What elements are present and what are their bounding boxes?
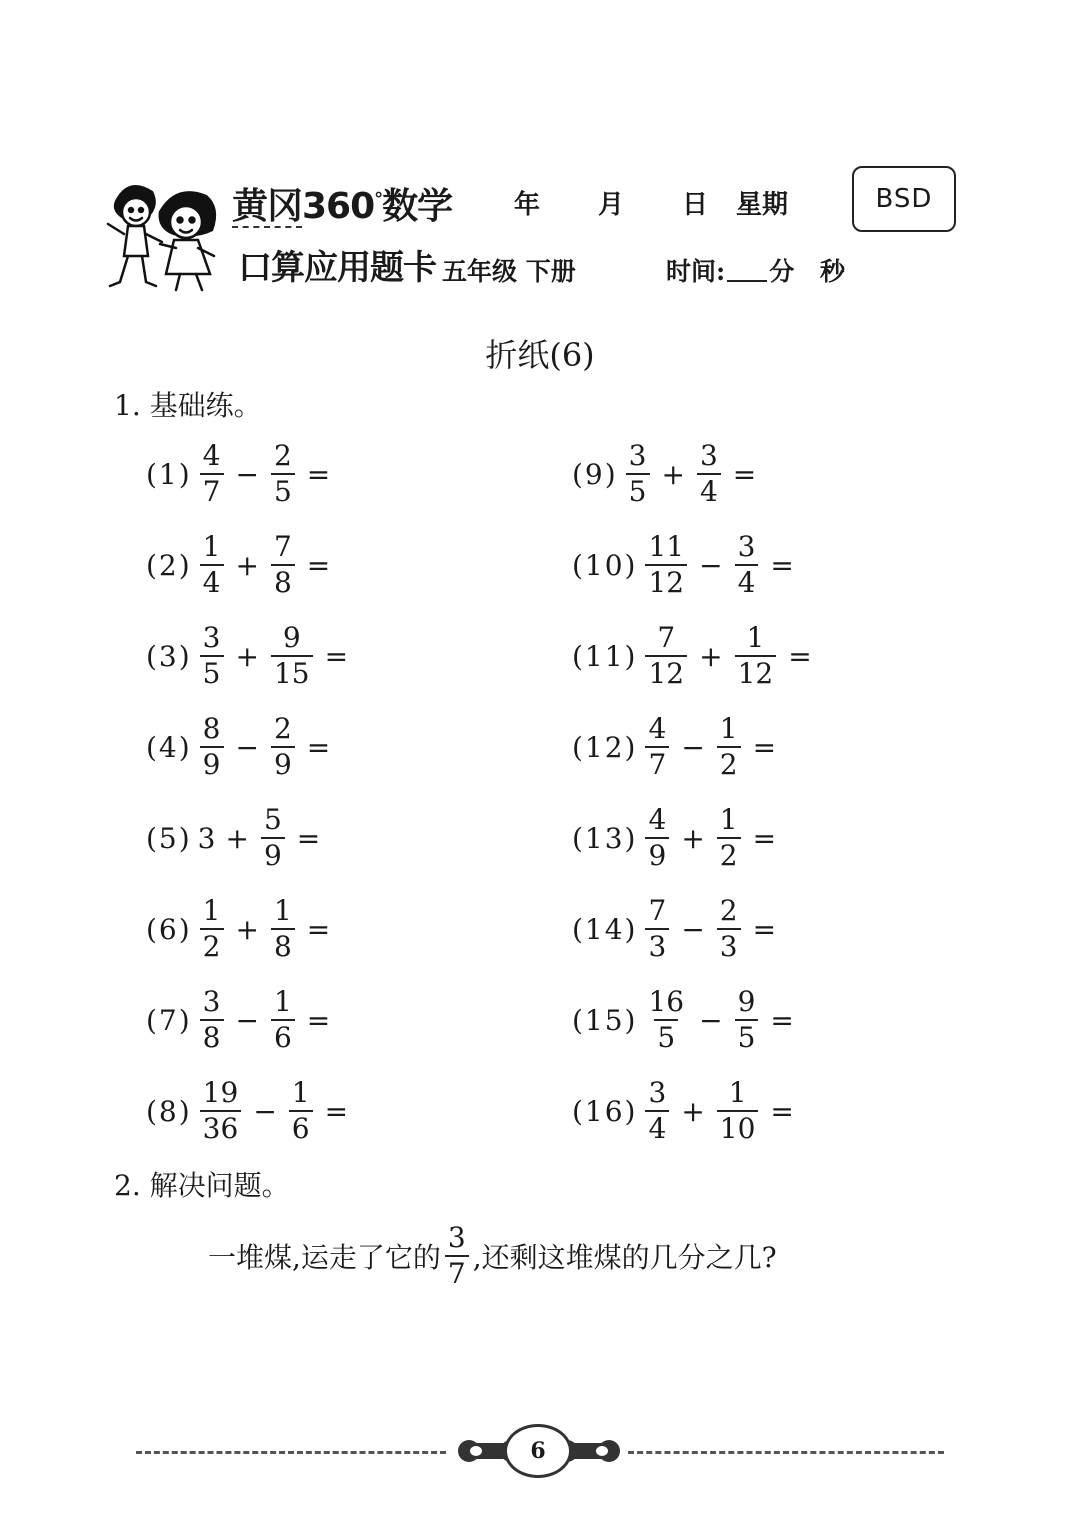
fraction — [271, 894, 295, 963]
problems-left-column — [146, 434, 436, 1162]
fraction — [717, 894, 741, 963]
fraction — [735, 621, 777, 690]
page-title: 折纸(6) — [485, 336, 595, 374]
fraction-numerator: 7 — [657, 621, 676, 654]
problem-number: (4) — [146, 730, 192, 764]
problem-number: (6) — [146, 912, 192, 946]
problem-item — [146, 798, 436, 878]
fraction-denominator: 7 — [200, 473, 224, 506]
problem-item — [572, 889, 900, 969]
fraction-denominator: 7 — [645, 746, 669, 779]
answer-space[interactable] — [328, 818, 408, 858]
answer-space[interactable] — [338, 727, 418, 767]
fraction — [271, 712, 295, 781]
fraction-numerator: 7 — [273, 530, 292, 563]
fraction-denominator: 5 — [626, 473, 650, 506]
fraction-denominator: 5 — [271, 473, 295, 506]
operator: + — [235, 639, 259, 673]
fraction-numerator: 3 — [447, 1221, 466, 1254]
fraction-denominator: 8 — [200, 1019, 224, 1052]
operator: − — [681, 730, 705, 764]
fraction-numerator: 2 — [273, 712, 292, 745]
fraction-numerator: 3 — [202, 985, 221, 1018]
fraction — [717, 1076, 759, 1145]
fraction-denominator: 9 — [645, 837, 669, 870]
fraction-numerator: 1 — [746, 621, 765, 654]
problem-item — [572, 1071, 900, 1151]
problem-number: (13) — [572, 821, 638, 855]
fraction-numerator: 3 — [628, 439, 647, 472]
problem-number: (3) — [146, 639, 192, 673]
fraction-denominator: 2 — [200, 928, 224, 961]
fraction-numerator: 11 — [648, 530, 685, 563]
problem-item — [146, 525, 436, 605]
question-text-before: 一堆煤,运走了它的 — [208, 1241, 441, 1274]
problem-item — [146, 1071, 436, 1151]
fraction-numerator: 2 — [719, 894, 738, 927]
question-fraction — [445, 1221, 469, 1290]
fraction-denominator: 6 — [289, 1110, 313, 1143]
brand-subtitle: 口算应用题卡 — [238, 248, 436, 288]
fraction-numerator: 9 — [737, 985, 756, 1018]
fraction-numerator: 8 — [202, 712, 221, 745]
operator: + — [681, 1094, 705, 1128]
answer-space[interactable] — [356, 1091, 436, 1131]
section-problem-solving: 2. 解决问题。 — [114, 1169, 290, 1202]
fraction-numerator: 3 — [202, 621, 221, 654]
problem-number: (9) — [572, 457, 618, 491]
fraction — [645, 803, 669, 872]
problem-number: (8) — [146, 1094, 192, 1128]
fraction-denominator: 4 — [697, 473, 721, 506]
problem-item — [572, 980, 900, 1060]
problem-number: (5) — [146, 821, 192, 855]
fraction-numerator: 1 — [719, 803, 738, 836]
equals-sign: = — [752, 821, 777, 855]
fraction — [717, 803, 741, 872]
operator: − — [681, 912, 705, 946]
problem-item — [572, 434, 900, 514]
fraction-denominator: 12 — [645, 564, 687, 597]
question-text-after: ,还剩这堆煤的几分之几? — [472, 1241, 777, 1274]
fraction — [735, 530, 759, 599]
fraction-denominator: 6 — [271, 1019, 295, 1052]
answer-space[interactable] — [784, 909, 864, 949]
operator: + — [235, 912, 259, 946]
problem-item — [572, 707, 900, 787]
answer-space[interactable] — [338, 454, 418, 494]
fraction-denominator: 2 — [717, 837, 741, 870]
fraction-denominator: 15 — [271, 655, 313, 688]
answer-space[interactable] — [356, 636, 436, 676]
equals-sign: = — [296, 821, 321, 855]
fraction-numerator: 2 — [273, 439, 292, 472]
edition-badge: BSD — [852, 166, 956, 232]
answer-space[interactable] — [802, 545, 882, 585]
problem-number: (14) — [572, 912, 638, 946]
fraction-numerator: 7 — [648, 894, 667, 927]
fraction-numerator: 1 — [291, 1076, 310, 1109]
equals-sign: = — [732, 457, 757, 491]
cartoon-kids-icon — [100, 178, 230, 298]
fraction-denominator: 12 — [645, 655, 687, 688]
time-label: 时间: — [666, 257, 726, 286]
fraction — [735, 985, 759, 1054]
equals-sign: = — [770, 1003, 794, 1037]
problem-number: (1) — [146, 457, 192, 491]
problem-number: (12) — [572, 730, 638, 764]
operator: − — [699, 548, 723, 582]
answer-space[interactable] — [802, 1091, 882, 1131]
fraction-denominator: 10 — [717, 1110, 759, 1143]
fraction — [645, 530, 687, 599]
fraction-denominator: 8 — [271, 928, 295, 961]
problem-number: (7) — [146, 1003, 192, 1037]
equals-sign: = — [752, 912, 777, 946]
fraction-numerator: 1 — [273, 894, 292, 927]
fraction-denominator: 5 — [654, 1019, 678, 1052]
fraction-denominator: 5 — [735, 1019, 759, 1052]
fraction — [645, 1076, 669, 1145]
fraction-denominator: 12 — [735, 655, 777, 688]
footer-divider-left — [136, 1451, 446, 1454]
fraction — [200, 894, 224, 963]
fraction — [271, 621, 313, 690]
answer-space[interactable] — [338, 545, 418, 585]
equals-sign: = — [752, 730, 777, 764]
equals-sign: = — [324, 1094, 349, 1128]
fraction-numerator: 1 — [719, 712, 738, 745]
operator: + — [681, 821, 705, 855]
fraction — [200, 712, 224, 781]
problems-right-column — [572, 434, 900, 1162]
answer-space[interactable] — [338, 909, 418, 949]
day-label: 日 — [682, 190, 709, 220]
fraction-denominator: 9 — [261, 837, 285, 870]
fraction — [271, 985, 295, 1054]
fraction-numerator: 4 — [648, 803, 667, 836]
year-label: 年 — [514, 190, 541, 220]
month-label: 月 — [598, 190, 625, 220]
fraction — [645, 894, 669, 963]
operator: + — [225, 821, 249, 855]
fraction — [200, 530, 224, 599]
fraction — [697, 439, 721, 508]
fraction — [261, 803, 285, 872]
fraction-numerator: 9 — [282, 621, 301, 654]
operator: − — [253, 1094, 277, 1128]
operator: + — [235, 548, 259, 582]
fraction-denominator: 8 — [271, 564, 295, 597]
answer-space[interactable] — [802, 1000, 882, 1040]
equals-sign: = — [770, 548, 794, 582]
second-label: 秒 — [820, 257, 846, 286]
fraction-denominator: 9 — [200, 746, 224, 779]
fraction-denominator: 36 — [200, 1110, 242, 1143]
fraction-denominator: 7 — [445, 1255, 469, 1288]
fraction-denominator: 5 — [200, 655, 224, 688]
fraction-denominator: 2 — [717, 746, 741, 779]
time-field — [666, 252, 794, 288]
fraction-numerator: 3 — [699, 439, 718, 472]
problem-number: (11) — [572, 639, 638, 673]
fraction-numerator: 3 — [737, 530, 756, 563]
fraction-numerator: 16 — [648, 985, 685, 1018]
fraction-numerator: 1 — [202, 530, 221, 563]
section-basic-practice: 1. 基础练。 — [114, 389, 262, 422]
equals-sign: = — [306, 457, 331, 491]
fraction — [271, 439, 295, 508]
fraction-numerator: 5 — [263, 803, 282, 836]
footer-divider-right — [628, 1451, 944, 1454]
fraction — [645, 621, 687, 690]
fraction — [645, 985, 687, 1054]
problem-number: (16) — [572, 1094, 638, 1128]
fraction — [645, 712, 669, 781]
fraction-numerator: 4 — [648, 712, 667, 745]
fraction-denominator: 3 — [645, 928, 669, 961]
operator: + — [661, 457, 685, 491]
equals-sign: = — [306, 548, 331, 582]
equals-sign: = — [306, 730, 331, 764]
fraction — [200, 1076, 242, 1145]
minute-label: 分 — [769, 257, 795, 286]
problem-item — [572, 525, 900, 605]
brand-title: 黄冈360°数学 — [232, 186, 453, 227]
problem-number: (2) — [146, 548, 192, 582]
fraction-denominator: 9 — [271, 746, 295, 779]
problem-number: (15) — [572, 1003, 638, 1037]
problem-item — [146, 889, 436, 969]
operator: − — [235, 457, 259, 491]
problem-item — [146, 707, 436, 787]
answer-space[interactable] — [764, 454, 844, 494]
fraction — [626, 439, 650, 508]
fraction — [717, 712, 741, 781]
fraction-numerator: 1 — [273, 985, 292, 1018]
equals-sign: = — [306, 1003, 331, 1037]
fraction — [289, 1076, 313, 1145]
operator: − — [235, 1003, 259, 1037]
page-number: 6 — [504, 1424, 572, 1478]
problem-item — [572, 798, 900, 878]
answer-space[interactable] — [338, 1000, 418, 1040]
fraction — [200, 985, 224, 1054]
problem-item — [146, 616, 436, 696]
brand-divider — [232, 226, 302, 228]
problem-item — [146, 980, 436, 1060]
answer-space[interactable] — [784, 818, 864, 858]
operator: − — [235, 730, 259, 764]
word-problem — [208, 1221, 777, 1290]
equals-sign: = — [770, 1094, 794, 1128]
fraction-numerator: 3 — [648, 1076, 667, 1109]
problem-item — [146, 434, 436, 514]
equals-sign: = — [324, 639, 349, 673]
operator: + — [699, 639, 723, 673]
equals-sign: = — [788, 639, 812, 673]
minute-blank[interactable] — [727, 280, 767, 282]
fraction-denominator: 4 — [200, 564, 224, 597]
fraction-denominator: 4 — [645, 1110, 669, 1143]
fraction-numerator: 19 — [202, 1076, 239, 1109]
fraction-numerator: 1 — [728, 1076, 747, 1109]
weekday-label: 星期 — [736, 190, 789, 220]
grade-label: 五年级 下册 — [442, 257, 576, 286]
operator: − — [699, 1003, 723, 1037]
fraction — [200, 621, 224, 690]
fraction — [271, 530, 295, 599]
answer-space[interactable] — [784, 727, 864, 767]
fraction-denominator: 3 — [717, 928, 741, 961]
problem-item — [572, 616, 900, 696]
fraction-denominator: 4 — [735, 564, 759, 597]
answer-space[interactable] — [820, 636, 900, 676]
fraction-numerator: 1 — [202, 894, 221, 927]
fraction — [200, 439, 224, 508]
equals-sign: = — [306, 912, 331, 946]
fraction-numerator: 4 — [202, 439, 221, 472]
problem-number: (10) — [572, 548, 638, 582]
whole-number: 3 — [197, 821, 216, 855]
